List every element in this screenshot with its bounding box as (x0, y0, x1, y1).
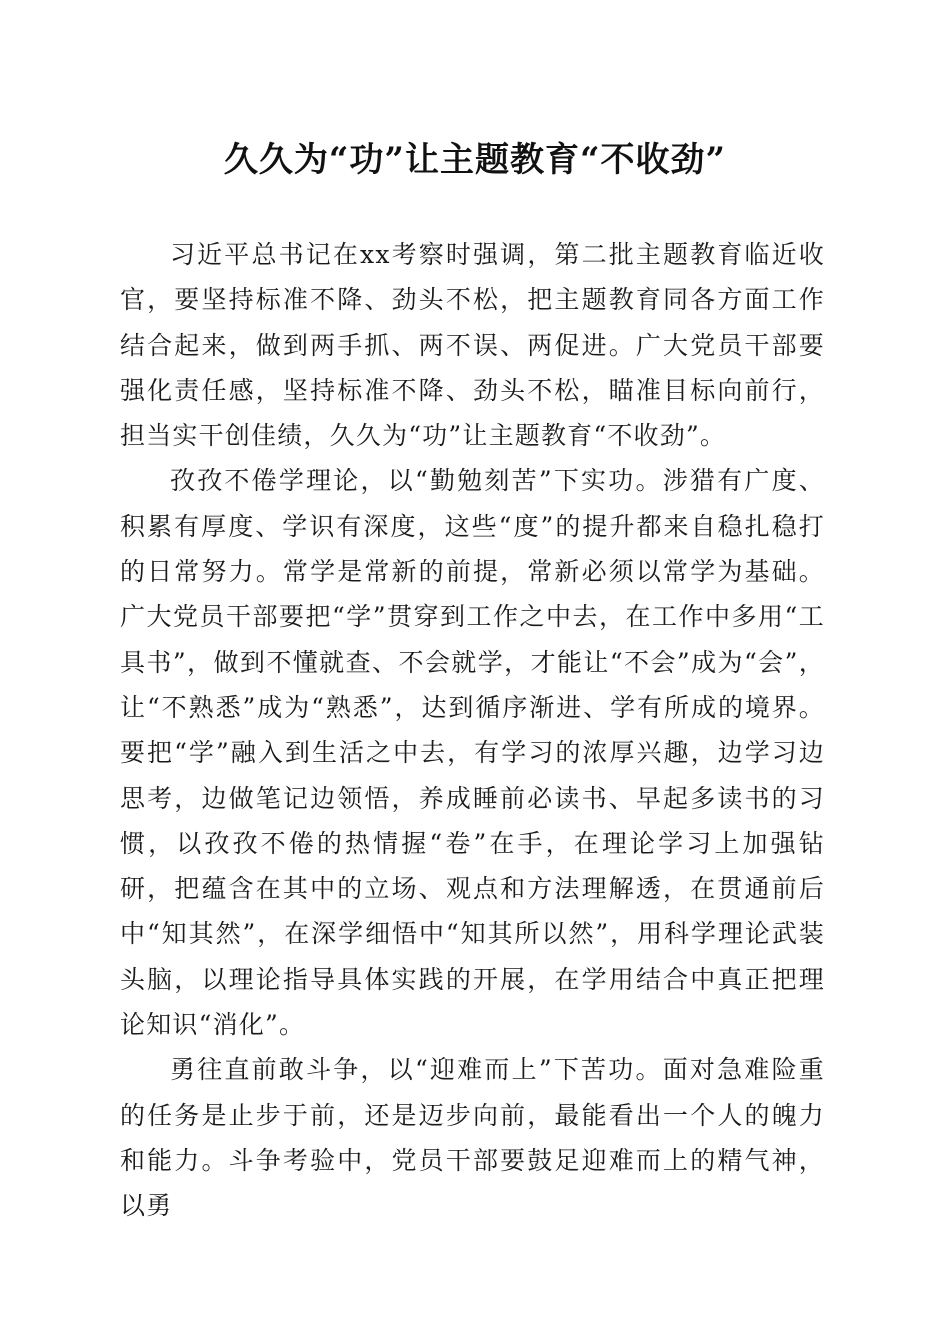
document-title: 久久为“功”让主题教育“不收劲” (223, 140, 727, 180)
document-body (120, 232, 825, 1229)
paragraph-2: 孜孜不倦学理论，以“勤勉刻苦”下实功。涉猎有广度、积累有厚度、学识有深度，这些“度”的提升都来自稳扎稳打的日常努力。常学是常新的前提，常新必须以常学为基础。广大党员干部要把“学”贯穿到工作之中去，在工作中多用“工具书”，做到不懂就查、不会就学，才能让“不会”成为“会”，让“不熟悉”成为“熟悉”，达到循序渐进、学有所成的境界。要把“学”融入到生活之中去，有学习的浓厚兴趣，边学习边思考，边做笔记边领悟，养成睡前必读书、早起多读书的习惯，以孜孜不倦的热情握“卷”在手，在理论学习上加强钻研，把蕴含在其中的立场、观点和方法理解透，在贯通前后中“知其然”，在深学细悟中“知其所以然”，用科学理论武装头脑，以理论指导具体实践的开展，在学用结合中真正把理论知识“消化”。 (120, 466, 825, 1040)
paragraph-3: 勇往直前敢斗争，以“迎难而上”下苦功。面对急难险重的任务是止步于前，还是迈步向前，最能看出一个人的魄力和能力。斗争考验中，党员干部要鼓足迎难而上的精气神，以勇 (120, 1055, 825, 1221)
paragraph-1: 习近平总书记在xx考察时强调，第二批主题教育临近收官，要坚持标准不降、劲头不松，把主题教育同各方面工作结合起来，做到两手抓、两不误、两促进。广大党员干部要强化责任感，坚持标准不降、劲头不松，瞄准目标向前行，担当实干创佳绩，久久为“功”让主题教育“不收劲”。 (120, 240, 825, 451)
